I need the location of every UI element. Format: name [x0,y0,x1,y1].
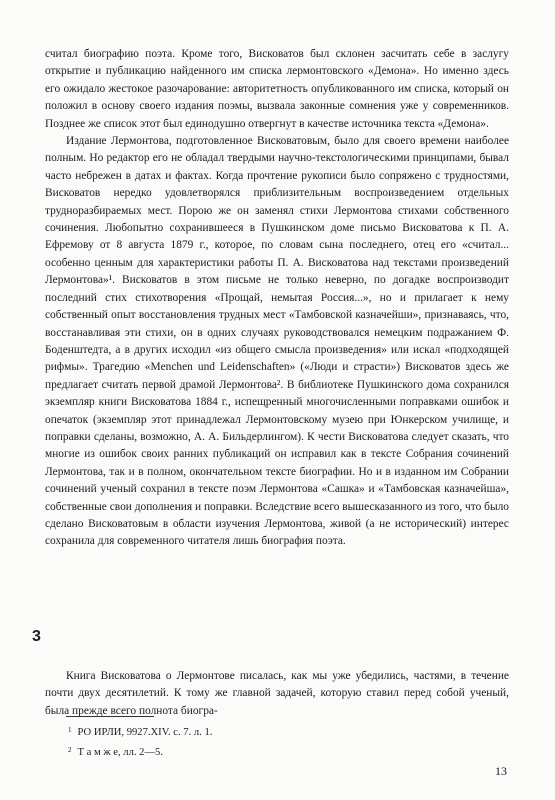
footnote-2 [68,742,508,762]
footnotes [68,722,508,761]
section-3-text [45,668,509,720]
page-number: 13 [495,764,507,778]
paragraph-continuation: считал биографию поэта. Кроме того, Висковатов был склонен засчитать себе в заслугу открытие и публикацию найденного им списка лермонтовского «Демона». Но именно здесь его ожидало жестокое разочарование: авторитетность опубликованного им списка, который он положил в основу своего издания поэмы, вызвала законные сомнения уже у современников. Позднее же список этот был единодушно отвергнут в качестве источника текста «Демона». [45,48,509,130]
paragraph-book: Книга Висковатова о Лермонтове писалась, как мы уже убедились, частями, в течение почти двух десятилетий. К тому же главной задачей, которую ставил перед собой ученый, была прежде всего полнота биогра- [45,670,509,717]
main-text [45,46,509,551]
section-number: 3 [32,628,41,645]
footnote-mark: 1 [68,726,72,734]
footnote-1 [68,722,508,742]
footnote-text: Т а м ж е, лл. 2—5. [77,746,163,758]
footnote-mark: 2 [68,745,72,754]
footnote-text: РО ИРЛИ, 9927.XIV. с. 7. л. 1. [77,727,213,738]
footnote-divider [66,716,154,717]
paragraph-edition: Издание Лермонтова, подготовленное Висковатовым, было для своего времени наиболее полным. Но редактор его не обладал твердыми научно-текстологическими принципами, бывал часто небрежен в датах и фактах. Когда прочтение рукописи было сопряжено с трудностями, Висковатов нередко удовлетворялся приблизительным воспроизведением отдельных трудноразбираемых мест. Порою же он заменял стихи Лермонтова стихами собственного сочинения. Любопытно сохранившееся в Пушкинском доме письмо Висковатова к П. А. Ефремову от 8 августа 1879 г., которое, по словам сына последнего, отец его «считал... особенно ценным для характеристики работы П. А. Висковатова над текстами произведений Лермонтова»¹. Висковатов в этом письме не только неверно, по догадке воспроизводит последний стих стихотворения «Прощай, немытая Россия...», но и прилагает к нему собственный опыт восстановления трудных мест «Тамбовской казначейши», признаваясь, что, восстанавливая эти стихи, он в одних случаях руководствовался немецким подражанием Ф. Боденштедта, а в других исходил «из общего смысла произведения» или искал «подходящей рифмы». Трагедию «Menchen und Leidenschaften» («Люди и страсти») Висковатов здесь же предлагает считать первой драмой Лермонтова². В библиотеке Пушкинского дома сохранился экземпляр книги Висковатова 1884 г., испещренный многочисленными поправками ошибок и опечаток (экземпляр этот принадлежал Лермонтовскому музею при Юнкерском училище, и поправки сделаны, возможно, А. А. Бильдерлингом). К чести Висковатова следует сказать, что многие из ошибок своих ранних публикаций он исправил как в тексте Собрания сочинений Лермонтова, так и в полном, окончательном тексте биографии. Но и в изданном им Собрании сочинений ученый сохранил в тексте поэм Лермонтова «Сашка» и «Тамбовская казначейша», собственные свои дополнения и поправки. Вследствие всего вышесказанного из того, что было сделано Висковатовым в области изучения Лермонтова, живой (а не исторический) интерес сохранила для современного читателя лишь биография поэта. [45,135,509,548]
